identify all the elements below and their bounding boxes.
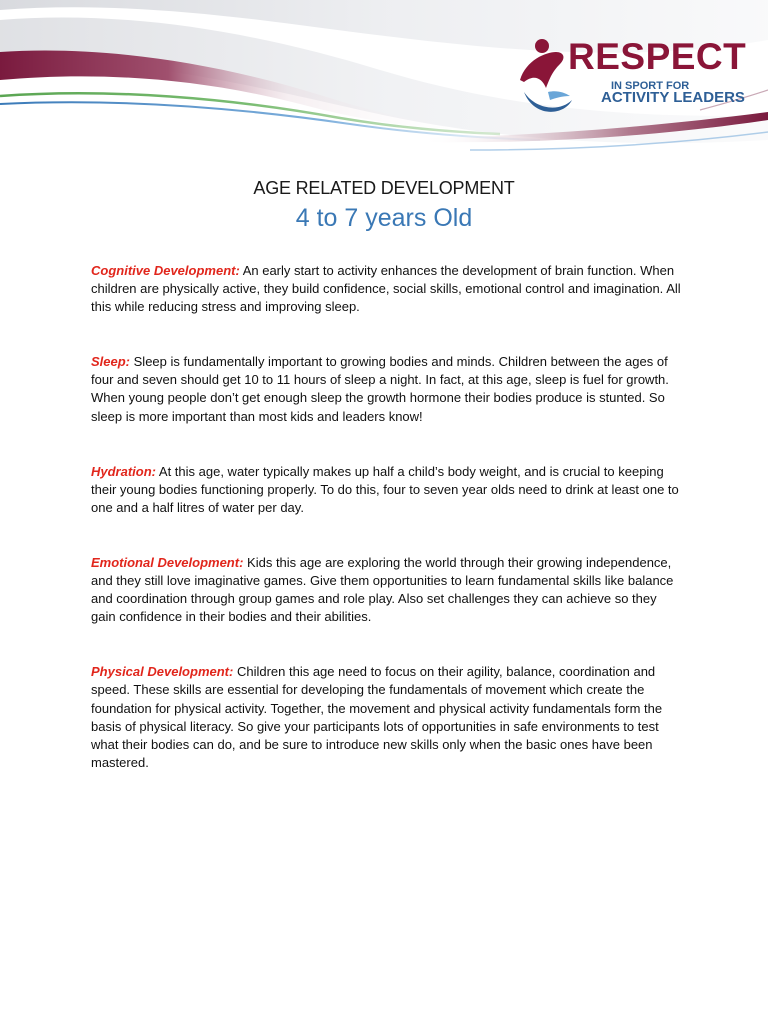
section-heading: Emotional Development:	[91, 554, 244, 570]
content-body	[91, 262, 683, 772]
section-heading: Sleep:	[91, 354, 131, 370]
section-heading: Hydration:	[91, 463, 156, 479]
section-text: An early start to activity enhances the development of brain function. When children are physically active, they build confidence, social skills, emotional control and imagination. All this while reducing stress and improving sleep.	[91, 263, 681, 315]
section-text: Children this age need to focus on their agility, balance, coordination and speed. These skills are essential for developing the fundamentals of movement which create the foundation for physical activity. Together, the movement and physical activity fundamentals form the basis of physical literacy. So give your participants lots of opportunities in safe environments to test what their bodies can do, and be sure to introduce new skills only when the basic ones have been mastered.	[91, 664, 663, 770]
section-heading: Cognitive Development:	[91, 263, 240, 278]
respect-logo	[516, 36, 747, 118]
logo-tagline-line1: IN SPORT FOR	[611, 80, 690, 92]
section-text: Kids this age are exploring the world through their growing independence, and they still love imaginative games. Give them opportunities to learn fundamental skills like balance and coordination through group games and role play. Also set challenges they can achieve so they gain confidence in their bodies and their abilities.	[91, 554, 674, 625]
logo-wordmark: RESPECT	[568, 36, 747, 77]
section-sleep	[91, 353, 683, 425]
section-heading: Physical Development:	[91, 664, 234, 680]
section-hydration	[91, 463, 683, 517]
section-physical	[91, 663, 683, 772]
person-figure-icon	[516, 38, 576, 118]
section-text: Sleep is fundamentally important to growing bodies and minds. Children between the ages of four and seven should get 10 to 11 hours of sleep a night. In fact, at this age, sleep is fuel for growth. When young people don’t get enough sleep the growth hormone their bodies produce is stunted. So sleep is more important than most kids and leaders know!	[91, 354, 669, 424]
page-title: AGE RELATED DEVELOPMENT	[253, 178, 515, 198]
page-subtitle: 4 to 7 years Old	[295, 204, 473, 232]
section-text: At this age, water typically makes up half a child’s body weight, and is crucial to keeping their young bodies functioning properly. To do this, four to seven year olds need to drink at least one to one and a half litres of water per day.	[91, 463, 679, 515]
logo-tagline-line2: ACTIVITY LEADERS	[601, 89, 745, 106]
section-emotional	[91, 554, 683, 626]
section-cognitive	[91, 262, 683, 316]
